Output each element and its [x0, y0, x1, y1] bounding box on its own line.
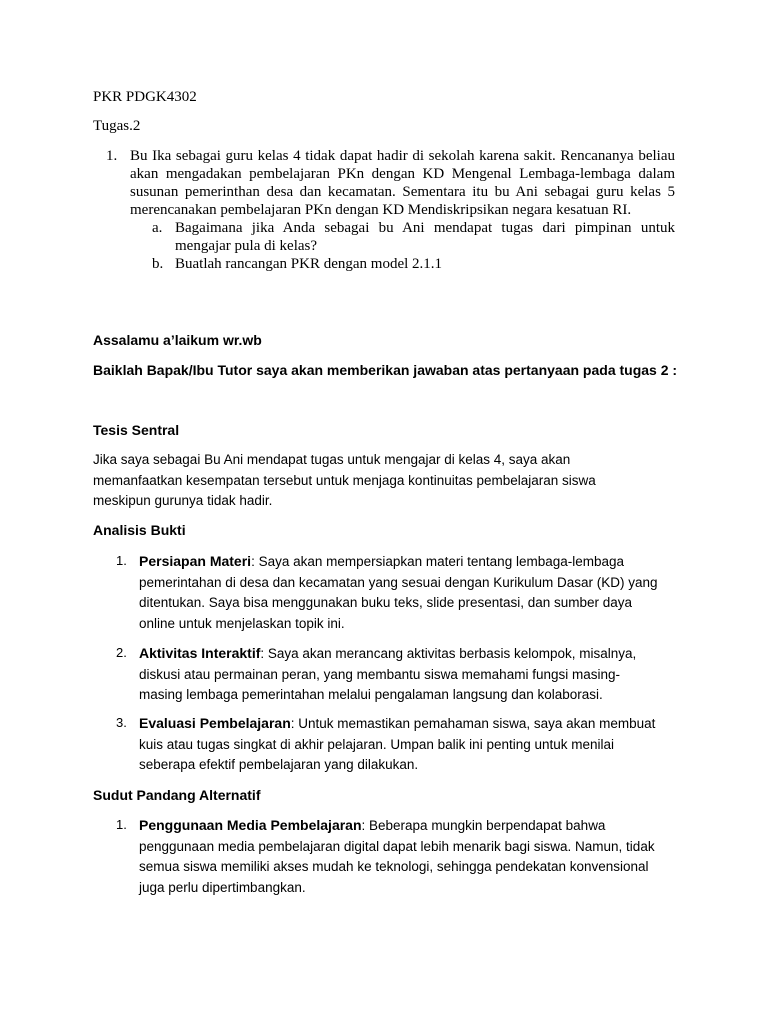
item-term: Persiapan Materi: [139, 553, 252, 569]
sub-question-b: [130, 255, 675, 273]
analisis-item: [93, 713, 675, 776]
sub-question-list: [130, 219, 675, 273]
question-number: 1.: [106, 148, 118, 164]
assignment-title: Tugas.2: [93, 118, 141, 134]
sub-question-letter: a.: [152, 220, 163, 236]
item-term: Penggunaan Media Pembelajaran: [139, 817, 362, 833]
sudut-heading: Sudut Pandang Alternatif: [93, 787, 261, 803]
question-item: [93, 147, 675, 273]
analisis-heading: Analisis Bukti: [93, 522, 186, 538]
item-term: Evaluasi Pembelajaran: [139, 715, 291, 731]
greeting: Assalamu a’laikum wr.wb: [93, 332, 262, 348]
course-code: PKR PDGK4302: [93, 89, 197, 105]
item-number: 1.: [116, 553, 127, 568]
sub-question-text: Bagaimana jika Anda sebagai bu Ani mendapat tugas dari pimpinan untuk mengajar pula di kelas?: [175, 220, 675, 254]
tesis-text: Jika saya sebagai Bu Ani mendapat tugas untuk mengajar di kelas 4, saya akan memanfaatkan kesempatan tersebut untuk menjaga kontinuitas pembelajaran siswa meskipun gurunya tidak hadir.: [93, 452, 596, 508]
item-number: 3.: [116, 715, 127, 730]
question-list: [93, 147, 675, 273]
sub-question-text: Buatlah rancangan PKR dengan model 2.1.1: [175, 256, 443, 272]
item-text: : Untuk memastikan pemahaman siswa, saya akan membuat kuis atau tugas singkat di akhir pelajaran. Umpan balik ini penting untuk menilai seberapa efektif pembelajaran yang dilakukan.: [139, 716, 656, 772]
sub-question-a: [130, 219, 675, 255]
item-term: Aktivitas Interaktif: [139, 645, 261, 661]
item-text: : Saya akan merancang aktivitas berbasis kelompok, misalnya, diskusi atau permainan peran, yang membantu siswa memahami fungsi masing-masing lembaga pemerintahan melalui pengalaman langsung dan kolaborasi.: [139, 646, 637, 702]
answer-intro: Baiklah Bapak/Ibu Tutor saya akan memberikan jawaban atas pertanyaan pada tugas 2 :: [93, 362, 678, 378]
analisis-item: [93, 643, 675, 706]
analisis-item: [93, 551, 675, 634]
sub-question-letter: b.: [152, 256, 164, 272]
item-number: 1.: [116, 817, 127, 832]
tesis-heading: Tesis Sentral: [93, 422, 180, 438]
item-text: : Saya akan mempersiapkan materi tentang lembaga-lembaga pemerintahan di desa dan kecamatan yang sesuai dengan Kurikulum Dasar (KD) yang ditentukan. Saya bisa menggunakan buku teks, slide presentasi, dan sumber daya online untuk menjelaskan topik ini.: [139, 554, 658, 631]
question-text: Bu Ika sebagai guru kelas 4 tidak dapat hadir di sekolah karena sakit. Rencananya beliau akan mengadakan pembelajaran PKn dengan KD Mengenal Lembaga-lembaga dalam susunan pemerinthan desa dan kecamatan. Sementara itu bu Ani sebagai guru kelas 5 merencanakan pembelajaran PKn dengan KD Mendiskripsikan negara kesatuan RI.: [130, 148, 675, 218]
item-text: : Beberapa mungkin berpendapat bahwa penggunaan media pembelajaran digital dapat lebih menarik bagi siswa. Namun, tidak semua siswa memiliki akses mudah ke teknologi, sehingga pendekatan konvensional juga perlu dipertimbangkan.: [139, 818, 655, 895]
item-number: 2.: [116, 645, 127, 660]
sudut-item: [93, 815, 675, 898]
